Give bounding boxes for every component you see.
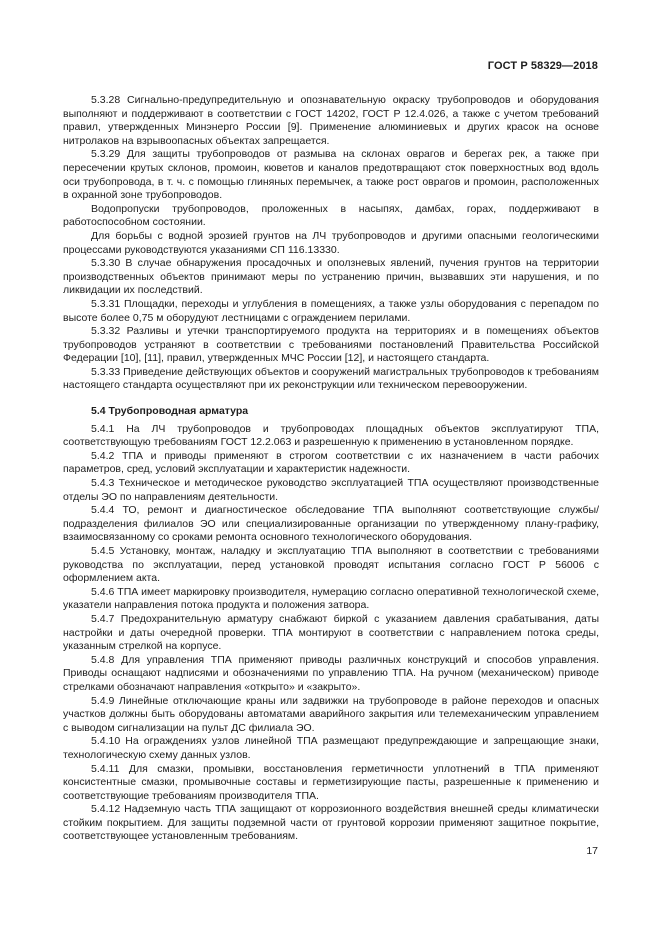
- paragraph-5-3-31: 5.3.31 Площадки, переходы и углубления в помещениях, а также узлы оборудования с перепадом по высоте более 0,75 м оборудуют лестницами с ограждением перилами.: [63, 297, 599, 324]
- paragraph-5-3-30: 5.3.30 В случае обнаружения просадочных и оползневых явлений, пучения грунтов на территории производственных объектов принимают меры по устранению причин, вызвавших эти нарушения, и по ликвидации их последствий.: [63, 257, 599, 297]
- paragraph-5-4-9: 5.4.9 Линейные отключающие краны или задвижки на трубопроводе в районе переходов и опасных участков должны быть оборудованы автоматами аварийного закрытия или телемеханическим управлением с выводом сигнализации на пульт ДС филиала ЭО.: [63, 694, 599, 734]
- paragraph-5-4-10: 5.4.10 На ограждениях узлов линейной ТПА размещают предупреждающие и запрещающие знаки, технологическую схему данных узлов.: [63, 735, 599, 761]
- page-number: 17: [586, 845, 598, 857]
- paragraph-5-4-3: 5.4.3 Техническое и методическое руководство эксплуатацией ТПА осуществляют производственные отделы ЭО по направлениям деятельности.: [63, 477, 599, 503]
- paragraph-5-4-1: 5.4.1 На ЛЧ трубопроводов и трубопроводах площадных объектов эксплуатируют ТПА, соответствующую требованиям ГОСТ 12.2.063 и разрешенную к применению в установленном порядке.: [63, 422, 599, 449]
- paragraph-5-3-32: 5.3.32 Разливы и утечки транспортируемого продукта на территориях и в помещениях объектов трубопроводов устраняют в соответствии с требованиями постановлений Правительства Российской Федерации [10], [11], правил, утвержденных МЧС России [12], и настоящего стандарта.: [63, 325, 599, 365]
- paragraph-5-4-8: 5.4.8 Для управления ТПА применяют приводы различных конструкций и способов управления. Приводы оснащают надписями и обозначениями по управлению ТПА. На ручном (механическом) приводе стрелками обозначают направления «открыто» и «закрыто».: [63, 653, 599, 693]
- paragraph-5-3-33: 5.3.33 Приведение действующих объектов и сооружений магистральных трубопроводов к требованиям настоящего стандарта осуществляют при их реконструкции или техническом перевооружении.: [63, 365, 599, 392]
- paragraph-5-4-2: 5.4.2 ТПА и приводы применяют в строгом соответствии с их назначением в части рабочих параметров, сред, условий эксплуатации и характеристик надежности.: [63, 449, 599, 476]
- standard-header: ГОСТ Р 58329—2018: [487, 60, 598, 72]
- paragraph-5-4-4: 5.4.4 ТО, ремонт и диагностическое обследование ТПА выполняют соответствующие службы/подразделения филиалов ЭО или специализированные организации по утвержденному плану-графику, взаимосвязанному со сроками ремонта основного технологического оборудования.: [63, 504, 599, 544]
- paragraph-5-3-28: 5.3.28 Сигнально-предупредительную и опознавательную окраску трубопроводов и оборудования выполняют и поддерживают в соответствии с ГОСТ 14202, ГОСТ Р 12.4.026, а также с учетом требований правил, утвержденных Минэнерго России [9]. Применение алюминиевых и других красок на основе нитролаков на взрывоопасных объектах запрещается.: [63, 94, 599, 147]
- paragraph-culverts: Водопропуски трубопроводов, проложенных в насыпях, дамбах, горах, поддерживают в работоспособном состоянии.: [63, 202, 599, 229]
- paragraph-5-4-12: 5.4.12 Надземную часть ТПА защищают от коррозионного воздействия внешней среды климатически стойким покрытием. Для защиты подземной части от грунтовой коррозии применяют защитное покрытие, соответствующее установленным требованиям.: [63, 803, 599, 843]
- paragraph-5-3-29: 5.3.29 Для защиты трубопроводов от размыва на склонах оврагов и берегах рек, а также при пересечении крутых склонов, промоин, кюветов и каналов предотвращают сток поверхностных вод вдоль оси трубопровода, в т. ч. с помощью глиняных перемычек, а также рост оврагов и промоин, расположенных в охранной зоне трубопроводов.: [63, 148, 599, 202]
- section-title-5-4: 5.4 Трубопроводная арматура: [91, 405, 249, 418]
- paragraph-5-4-7: 5.4.7 Предохранительную арматуру снабжают биркой с указанием давления срабатывания, даты настройки и даты очередной проверки. ТПА монтируют в соответствии с направлением потока среды, указанным стрелкой на корпусе.: [63, 612, 599, 653]
- section-5-4-paragraphs: [63, 423, 599, 844]
- paragraph-erosion: Для борьбы с водной эрозией грунтов на ЛЧ трубопроводов и другими опасными геологическими процессами руководствуются указаниями СП 116.13330.: [63, 229, 599, 256]
- paragraph-5-4-5: 5.4.5 Установку, монтаж, наладку и эксплуатацию ТПА выполняют в соответствии с требованиями руководства по эксплуатации, перед установкой проводят испытания согласно ГОСТ Р 56006 с оформлением акта.: [63, 545, 599, 585]
- paragraph-5-4-6: 5.4.6 ТПА имеет маркировку производителя, нумерацию согласно оперативной технологической схеме, указатели направления потока продукта и положения затвора.: [63, 585, 599, 612]
- paragraph-5-4-11: 5.4.11 Для смазки, промывки, восстановления герметичности уплотнений в ТПА применяют консистентные смазки, промывочные составы и герметизирующие пасты, разрешенные к применению и соответствующие требованиям производителя ТПА.: [63, 762, 599, 802]
- section-5-3-paragraphs: [63, 94, 599, 393]
- document-body: [63, 94, 599, 844]
